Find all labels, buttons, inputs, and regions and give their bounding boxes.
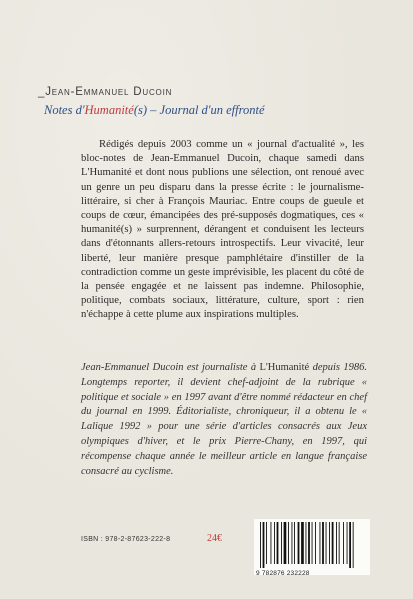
barcode-number: 9 782876 232228 [256, 570, 310, 577]
bio-part-a: Jean-Emmanuel Ducoin est journaliste à [81, 362, 260, 373]
barcode-bars [254, 519, 370, 569]
barcode-bar [292, 522, 293, 564]
barcode [254, 519, 370, 575]
blurb-paragraph: Rédigés depuis 2003 comme un « journal d'actualité », les bloc-notes de Jean-Emmanuel Ducoin, chaque samedi dans L'Humanité et dont nous publions une sélection, ont renoué avec un genre un peu disparu dans la presse écrite : le journalisme-littéraire, si cher à François Mauriac. Entre coups de gueule et coups de cœur, émancipées des pré-supposés dogmatiques, ces « humanité(s) » surprennent, dérangent et conduisent les lecteurs dans d'étonnants allers-retours introspectifs. Leur vivacité, leur liberté, leur manière presque pamphlétaire d'instiller de la contradiction comme un geste imprévisible, les placent du côté de la pensée engagée et ne laissent pas indemne. Philosophie, politique, combats sociaux, littérature, culture, sport : rien n'échappe à cette plume aux inspirations multiples. [81, 138, 364, 321]
author-bio [81, 361, 367, 479]
title-part-1: Notes d' [44, 103, 85, 117]
barcode-bar [347, 522, 348, 564]
barcode-bar [339, 522, 340, 564]
barcode-bar [274, 522, 275, 564]
barcode-bar [353, 522, 354, 568]
barcode-bar [308, 522, 310, 564]
barcode-bar [315, 522, 316, 564]
barcode-bar [260, 522, 261, 568]
title-part-2: (s) – Journal d'un effronté [133, 103, 265, 117]
bio-part-b: depuis 1986. Longtemps reporter, il devient chef-adjoint de la rubrique « politique et sociale » en 1997 avant d'être nommé rédacteur en chef du journal en 1999. Éditorialiste, chroniqueur, il a obtenu le « Lalique 1992 » pour une série d'articles consacrés aux Jeux olympiques d'hiver, et le prix Pierre-Chany, en 1997, qui récompense chaque année le meilleur article en langue française consacré au cyclisme. [81, 362, 367, 477]
barcode-bar [312, 522, 313, 564]
barcode-bar [281, 522, 282, 564]
barcode-bar [322, 522, 324, 564]
barcode-bar [271, 522, 272, 564]
barcode-bar [288, 522, 289, 564]
barcode-bar [329, 522, 330, 564]
barcode-bar [277, 522, 279, 564]
barcode-bar [326, 522, 327, 564]
barcode-bar [306, 522, 307, 564]
price-label: 24€ [207, 533, 222, 544]
barcode-bar [332, 522, 334, 564]
book-title [44, 103, 265, 118]
barcode-bar [298, 522, 300, 564]
barcode-bar [263, 522, 265, 568]
barcode-bar [284, 522, 287, 564]
title-accent: Humanité [84, 103, 134, 117]
barcode-bar [343, 522, 344, 564]
author-name [38, 86, 172, 98]
bio-newspaper: L'Humanité [259, 362, 310, 373]
barcode-bar [294, 522, 295, 564]
barcode-bar [320, 522, 321, 564]
barcode-bar [266, 522, 267, 564]
barcode-bar [301, 522, 304, 564]
barcode-bar [336, 522, 337, 564]
author-prefix: _ [38, 86, 46, 98]
isbn-label: ISBN : 978-2-87623-222-8 [81, 536, 171, 543]
author-name-text: Jean-Emmanuel Ducoin [45, 86, 173, 98]
barcode-bar [349, 522, 351, 568]
